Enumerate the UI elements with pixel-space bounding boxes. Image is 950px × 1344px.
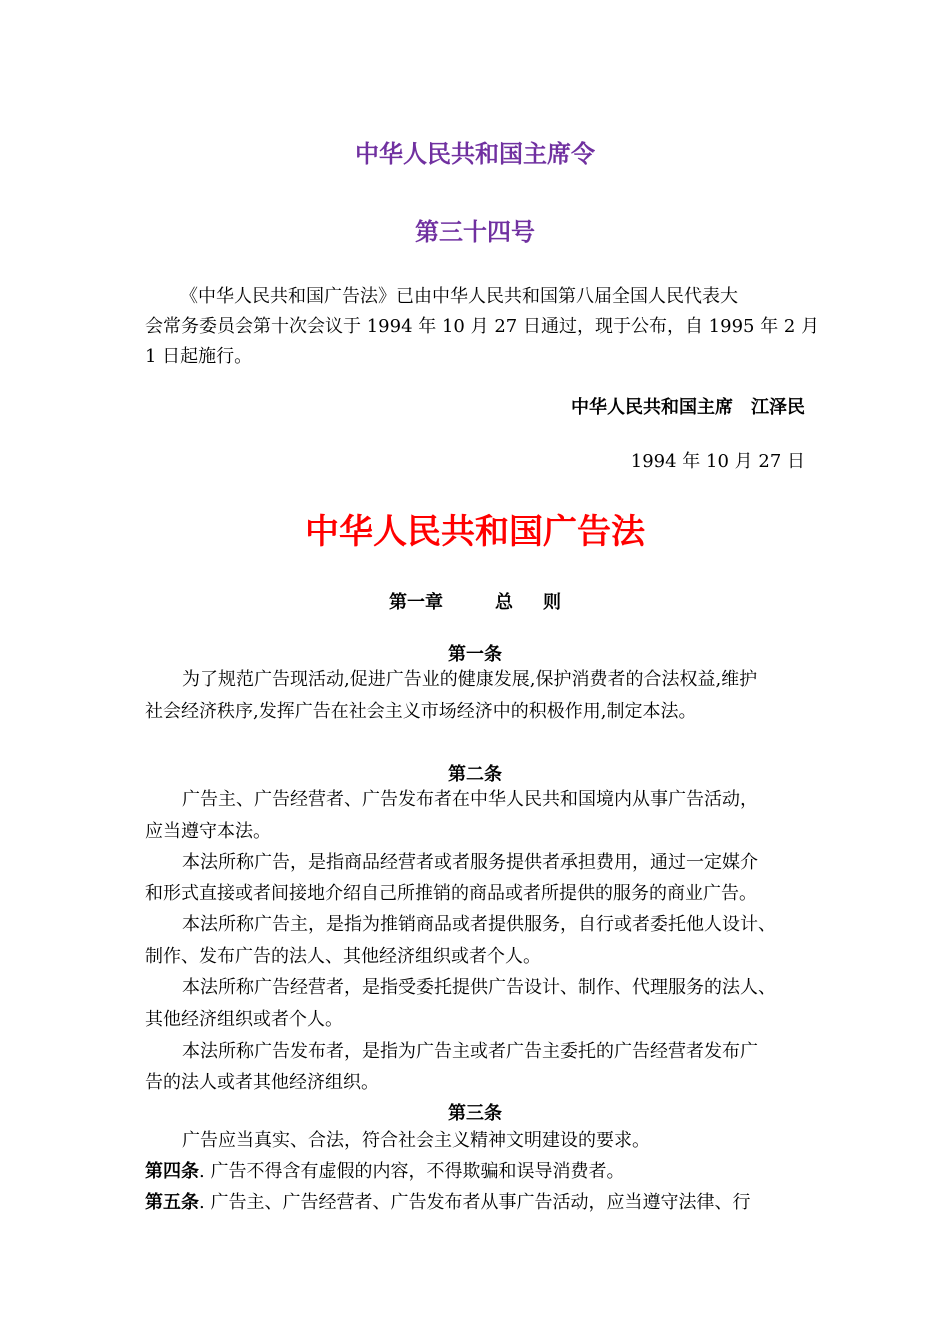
- order-date: 1994 年 10 月 27 日: [630, 451, 805, 472]
- article-4-text: . 广告不得含有虚假的内容，不得欺骗和误导消费者。: [199, 1161, 625, 1182]
- article-1-line-1: 为了规范广告现活动,促进广告业的健康发展,保护消费者的合法权益,维护: [182, 669, 758, 690]
- article-1-heading: 第一条: [448, 644, 502, 665]
- article-5: [145, 1191, 750, 1215]
- order-paragraph-line-1: 《中华人民共和国广告法》已由中华人民共和国第八届全国人民代表大: [180, 286, 738, 307]
- order-signature: 中华人民共和国主席 江泽民: [571, 397, 805, 418]
- article-2-line-3: 本法所称广告，是指商品经营者或者服务提供者承担费用，通过一定媒介: [182, 852, 758, 873]
- article-2-line-2: 应当遵守本法。: [145, 821, 271, 842]
- chapter-heading: [0, 588, 950, 614]
- chapter-number: 第一章: [389, 592, 443, 613]
- article-2-line-7: 本法所称广告经营者，是指受委托提供广告设计、制作、代理服务的法人、: [182, 977, 776, 998]
- article-2-heading: 第二条: [448, 764, 502, 785]
- article-2-line-8: 其他经济组织或者个人。: [145, 1009, 343, 1030]
- article-2-line-1: 广告主、广告经营者、广告发布者在中华人民共和国境内从事广告活动，: [182, 789, 758, 810]
- article-4: [145, 1160, 624, 1184]
- article-4-label: 第四条: [145, 1161, 199, 1182]
- article-2-line-6: 制作、发布广告的法人、其他经济组织或者个人。: [145, 946, 541, 967]
- article-5-text: . 广告主、广告经营者、广告发布者从事广告活动，应当遵守法律、行: [199, 1192, 751, 1213]
- article-1-line-2: 社会经济秩序,发挥广告在社会主义市场经济中的积极作用,制定本法。: [145, 701, 697, 722]
- article-2-line-9: 本法所称广告发布者，是指为广告主或者广告主委托的广告经营者发布广: [182, 1041, 758, 1062]
- article-5-label: 第五条: [145, 1192, 199, 1213]
- law-title: 中华人民共和国广告法: [305, 512, 645, 552]
- article-2-line-5: 本法所称广告主，是指为推销商品或者提供服务，自行或者委托他人设计、: [182, 914, 776, 935]
- chapter-name-part-1: 总: [495, 592, 513, 613]
- chapter-name-part-2: 则: [543, 592, 561, 613]
- order-paragraph-line-2: 会常务委员会第十次会议于 1994 年 10 月 27 日通过，现于公布，自 1995 年 2 月: [145, 316, 820, 337]
- order-number: 第三十四号: [415, 217, 535, 246]
- order-title: 中华人民共和国主席令: [355, 139, 595, 168]
- order-paragraph-line-3: 1 日起施行。: [145, 346, 253, 367]
- article-3-line: 广告应当真实、合法，符合社会主义精神文明建设的要求。: [182, 1130, 650, 1151]
- article-2-line-4: 和形式直接或者间接地介绍自己所推销的商品或者所提供的服务的商业广告。: [145, 883, 757, 904]
- article-2-line-10: 告的法人或者其他经济组织。: [145, 1072, 379, 1093]
- article-3-heading: 第三条: [448, 1103, 502, 1124]
